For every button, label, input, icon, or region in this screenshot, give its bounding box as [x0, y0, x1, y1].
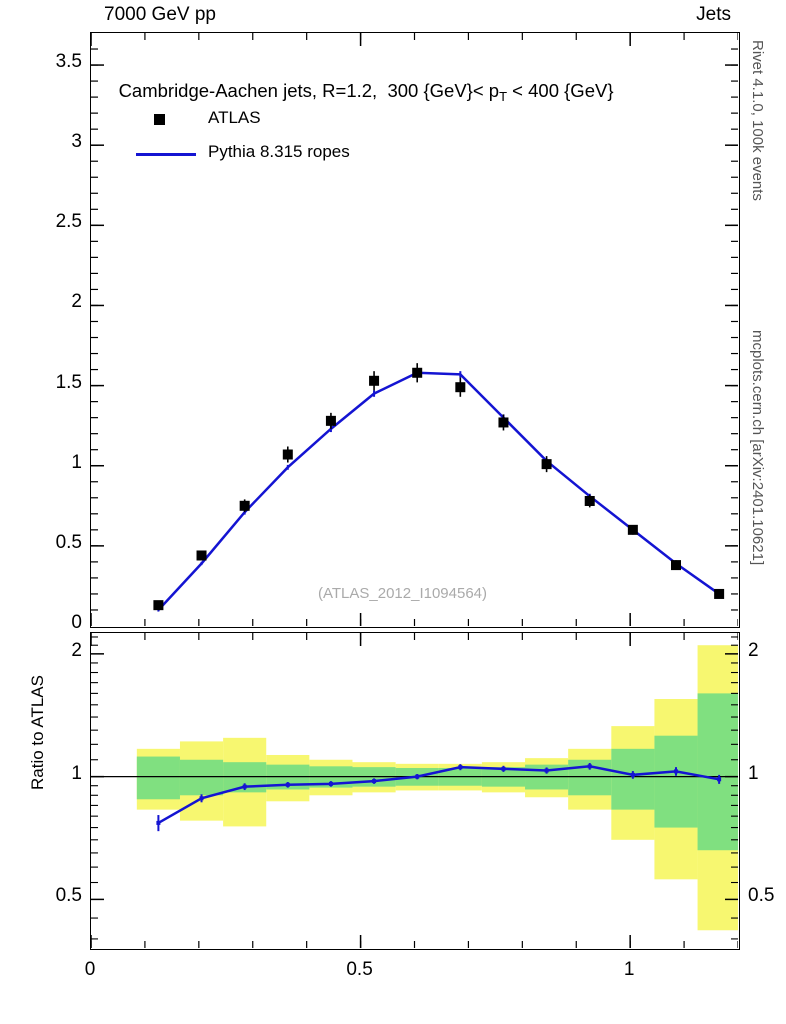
main-y-tick-label: 0.5	[55, 531, 82, 553]
ratio-y-axis-title: Ratio to ATLAS	[28, 675, 47, 790]
mcplots-reference-annotation: mcplots.cern.ch [arXiv:2401.10621]	[749, 330, 766, 566]
mc-curve	[158, 370, 719, 612]
ratio-x-tick-label: 0	[84, 959, 96, 980]
ratio-plot-area	[90, 632, 740, 950]
main-y-tick-label: 3	[71, 131, 82, 153]
plot-title-pre: Cambridge-Aachen jets, R=1.2, 300 {GeV}< p	[118, 80, 500, 101]
analysis-watermark: (ATLAS_2012_I1094564)	[318, 585, 488, 602]
line-swatch-icon	[136, 153, 196, 156]
ratio-y-tick-label-right: 1	[748, 762, 759, 784]
header-left-label: 7000 GeV pp	[104, 4, 216, 25]
main-y-tick-label: 1.5	[55, 371, 82, 393]
main-y-tick-label: 2.5	[55, 211, 82, 233]
main-y-tick-label: 3.5	[55, 51, 82, 73]
uncertainty-bands	[137, 645, 738, 930]
plot-title-subscript: T	[499, 89, 508, 104]
ratio-y-tick-label: 2	[71, 639, 82, 661]
ratio-y-tick-label-right: 0.5	[748, 885, 775, 907]
header-right-label: Jets	[696, 4, 731, 25]
ratio-y-tick-label-right: 2	[748, 639, 759, 661]
plot-title	[98, 58, 614, 126]
legend-label-atlas: ATLAS	[208, 108, 261, 127]
main-y-tick-label: 0	[71, 612, 82, 633]
ratio-y-tick-label: 0.5	[55, 885, 82, 907]
square-marker-icon	[154, 114, 165, 125]
main-y-tick-label: 2	[71, 291, 82, 313]
rivet-version-annotation: Rivet 4.1.0, 100k events	[749, 40, 766, 201]
ratio-x-tick-label: 1	[623, 959, 635, 980]
data-points	[153, 363, 724, 610]
main-y-tick-label: 1	[71, 451, 82, 473]
ratio-y-tick-label: 1	[71, 762, 82, 784]
ratio-plot-svg	[91, 633, 738, 948]
legend-label-pythia: Pythia 8.315 ropes	[208, 142, 350, 161]
ratio-x-tick-label: 0.5	[346, 959, 373, 980]
plot-title-post: < 400 {GeV}	[507, 80, 614, 101]
